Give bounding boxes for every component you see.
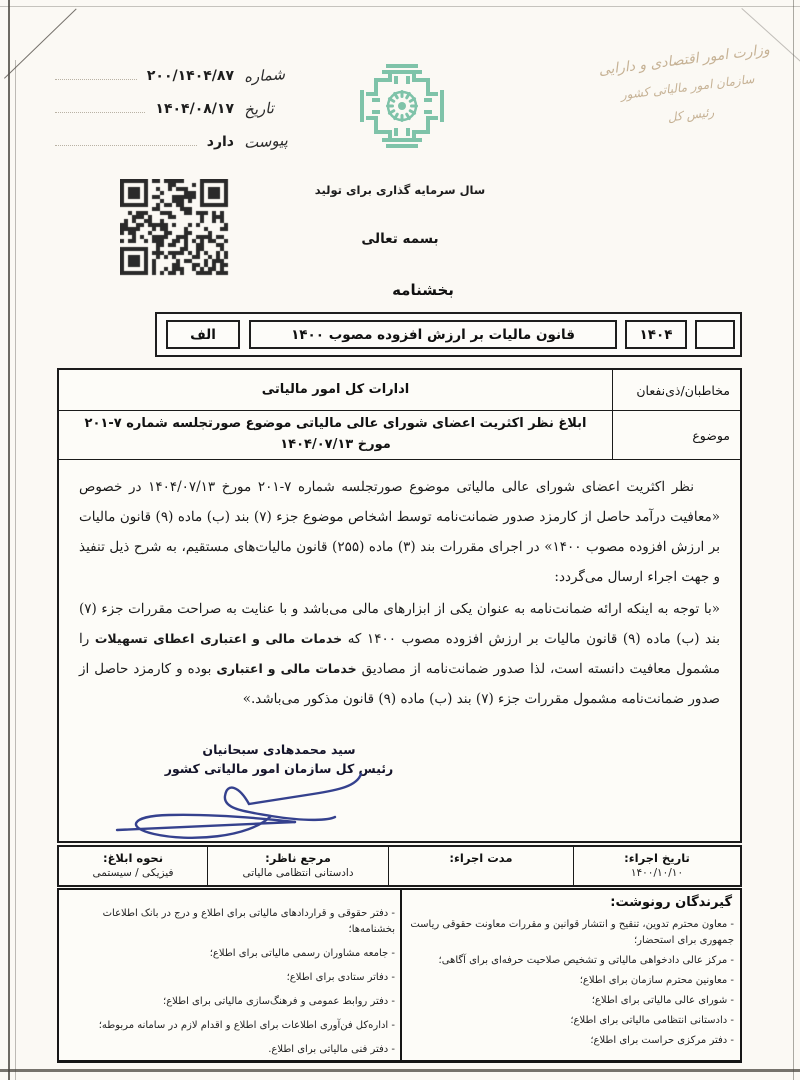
president-title: رئیس کل [666,105,715,125]
ministry-letterhead [581,40,793,134]
exec-date-label: تاریخ اجراء: [624,851,690,865]
copy-recipient-item: - دفتر مرکزی حراست برای اطلاع؛ [590,1035,734,1046]
doc-date-label: تاریخ [243,98,275,120]
dotted-rule [55,78,137,80]
body-paragraph-1: نظر اکثریت اعضای شورای عالی مالیاتی موضوع صورتجلسه شماره ۷-۲۰۱ مورخ ۱۴۰۴/۰۷/۱۳ در خصوص «معافیت درآمد حاصل از کارمزد صدور ضمانت‌نامه توسط اشخاص موضوع جزء (۷) بند (ب) ماده (۹) قانون مالیات بر ارزش افزوده مصوب ۱۴۰۰» در اجرای مقررات بند (۳) ماده (۲۵۵) قانون مالیات‌های مستقیم، به شرح ذیل تنفیذ و جهت اجراء ارسال می‌گردد: [79,479,721,585]
copy-recipient-item: - معاون محترم تدوین، تنقیح و انتشار قوانین و مقررات معاونت حقوقی ریاست جمهوری برای استحضار؛ [410,919,734,946]
doc-attachment-value: دارد [206,134,234,150]
copy-recipients-box [57,888,742,1063]
supervisor-cell [207,847,388,885]
scan-edge-left [8,0,10,1080]
copy-recipients-title: گیرندگان رونوشت: [610,895,732,910]
copy-recipients-column-right [404,917,734,1053]
copy-recipient-item: - مرکز عالی دادخواهی مالیاتی و تشخیص صلاحیت حرفه‌ای برای آگاهی؛ [438,955,734,966]
copy-recipient-item: - دفتر فنی مالیاتی برای اطلاع. [268,1044,395,1055]
column-divider [400,890,402,1060]
copy-recipient-item: - دفتر روابط عمومی و فرهنگ‌سازی مالیاتی برای اطلاع؛ [163,996,395,1007]
signer-title: رئیس کل سازمان امور مالیاتی کشور [164,761,394,776]
doc-attachment-label: پیوست [243,130,289,153]
exec-date-value: ۱۴۰۰/۱۰/۱۰ [630,867,684,879]
classification-box: الف [166,320,240,349]
main-table [57,368,742,843]
year-box: ۱۴۰۴ [625,320,687,349]
document-type-title: بخشنامه [392,281,454,299]
bold-phrase-financial-credit-services: خدمات مالی و اعتباری اعطای تسهیلات [94,631,343,646]
supervisor-value: دادستانی انتظامی مالیاتی [242,867,354,879]
header-meta [55,66,302,165]
exec-date-cell [573,847,740,885]
signer-name: سید محمدهادی سبحانیان [202,742,356,757]
qr-code [120,179,230,279]
tax-administration-logo-icon [356,60,448,152]
body-paragraph-2: «با توجه به اینکه ارائه ضمانت‌نامه به عنوان یکی از ابزارهای مالی می‌باشد و با عنایت به صراحت مقررات جزء (۷) بند (ب) ماده (۹) قانون مالیات بر ارزش افزوده مصوب ۱۴۰۰ که خدمات مالی و اعتباری اعطای تسهیلات را مشمول معافیت دانسته است، لذا صدور ضمانت‌نامه از مصادیق خدمات مالی و اعتباری بوده و کارمزد حاصل از صدور ضمانت‌نامه مشمول مقررات جزء (۷) بند (ب) ماده (۹) قانون مذکور می‌باشد.» [79,601,720,707]
copy-recipient-item: - دادستانی انتظامی مالیاتی برای اطلاع؛ [570,1015,734,1026]
dotted-rule [55,144,197,146]
copy-recipient-item: - دفتر حقوقی و قراردادهای مالیاتی برای اطلاع و درج در بانک اطلاعات بخشنامه‌ها؛ [102,908,395,935]
subject-row [59,411,740,460]
doc-number-value: ۲۰۰/۱۴۰۴/۸۷ [146,68,234,84]
doc-attachment-row [55,130,302,153]
copy-recipient-item: - اداره‌کل فن‌آوری اطلاعات برای اطلاع و اقدام لازم در سامانه مربوطه؛ [98,1020,395,1031]
copy-recipients-column-left [67,906,395,1066]
notification-method-label: نحوه ابلاغ: [102,851,164,865]
classification-banner [155,312,742,357]
law-title-box: قانون مالیات بر ارزش افزوده مصوب ۱۴۰۰ [249,320,617,349]
scan-edge-right [793,0,794,1080]
doc-date-value: ۱۴۰۴/۰۸/۱۷ [155,101,234,117]
copy-recipient-item: - دفاتر ستادی برای اطلاع؛ [286,972,395,983]
notification-method-value: فیزیکی / سیستمی [92,867,174,879]
ministry-name: وزارت امور اقتصادی و دارایی [597,41,771,79]
doc-number-row [55,65,302,87]
copy-recipient-item: - شورای عالی مالیاتی برای اطلاع؛ [591,995,734,1006]
doc-date-row [55,98,302,120]
year-slogan: سال سرمایه گذاری برای تولید [314,183,486,197]
recipients-value: ادارات کل امور مالیاتی [261,381,410,397]
recipients-row [59,370,740,411]
supervisor-label: مرجع ناظر: [265,851,331,865]
scan-edge-bottom [0,1069,800,1072]
bold-phrase-financial-credit: خدمات مالی و اعتباری [216,661,357,676]
empty-box [695,320,735,349]
besmeh-taali: بسمه تعالی [361,231,439,247]
notification-method-cell [59,847,207,885]
copy-recipient-item: - جامعه مشاوران رسمی مالیاتی برای اطلاع؛ [209,948,395,959]
handwritten-signature [99,768,379,848]
scan-edge-top [0,6,800,7]
recipients-label: مخاطبان/ذی‌نفعان [612,370,740,410]
dotted-rule [55,111,145,113]
scan-edge-left-2 [15,60,16,1080]
subject-value: ابلاغ نظر اکثریت اعضای شورای عالی مالیاتی موضوع صورتجلسه شماره ۷-۲۰۱ مورخ ۱۴۰۴/۰۷/۱۳ [84,416,587,452]
copy-recipient-item: - معاونین محترم سازمان برای اطلاع؛ [579,975,734,986]
subject-label: موضوع [612,411,740,459]
doc-number-label: شماره [243,65,286,87]
exec-duration-label: مدت اجراء: [449,851,513,865]
execution-info-row [57,845,742,887]
exec-duration-cell [388,847,573,885]
organization-name: سازمان امور مالیاتی کشور [619,71,756,103]
circular-body-text [59,460,740,714]
